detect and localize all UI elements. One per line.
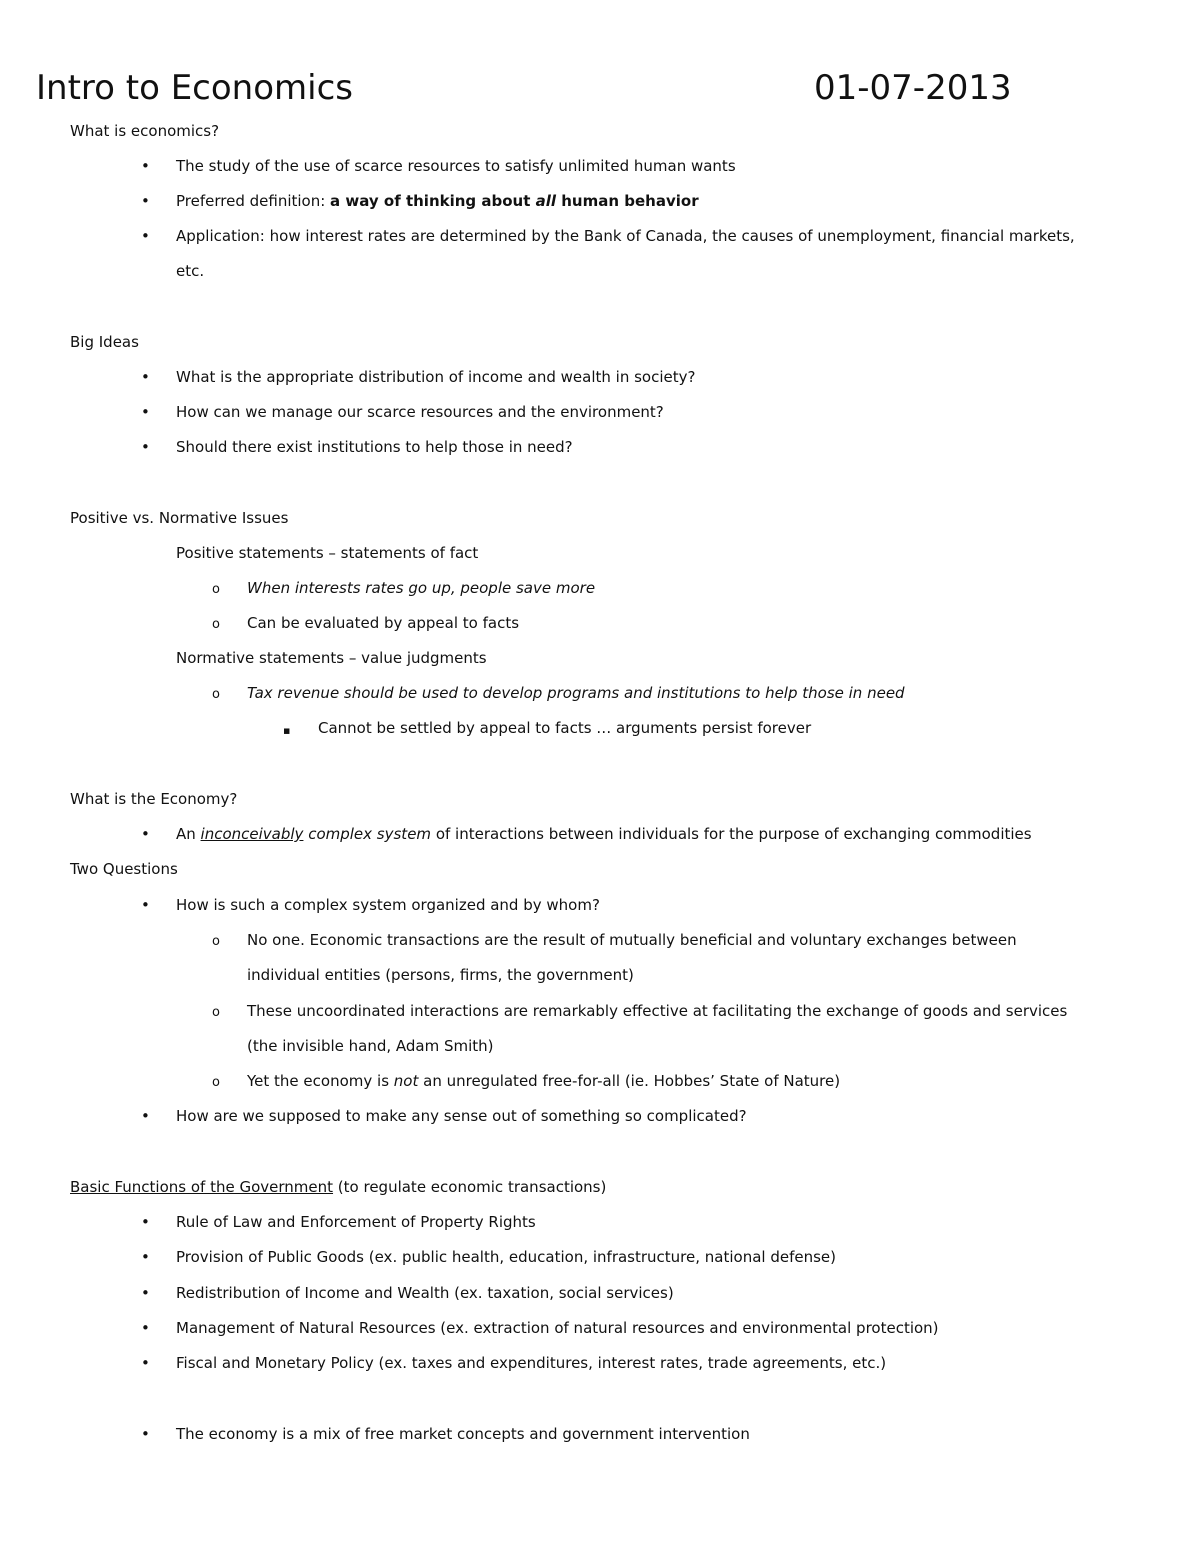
bullet-icon: • bbox=[141, 157, 150, 175]
economy-italic: complex system bbox=[303, 825, 432, 843]
page-title: Intro to Economics bbox=[36, 68, 353, 108]
circle-bullet-icon: o bbox=[212, 934, 220, 949]
question-1: How is such a complex system organized and by whom? bbox=[176, 896, 600, 914]
closing-statement: The economy is a mix of free market concepts and government intervention bbox=[176, 1425, 750, 1443]
section-heading-two-questions: Two Questions bbox=[70, 860, 178, 878]
answer-c-italic: not bbox=[393, 1072, 419, 1090]
list-item: How can we manage our scarce resources and the environment? bbox=[176, 403, 664, 421]
section-heading-big-ideas: Big Ideas bbox=[70, 333, 139, 351]
bullet-icon: • bbox=[141, 1107, 150, 1125]
bullet-icon: • bbox=[141, 438, 150, 456]
list-item: Fiscal and Monetary Policy (ex. taxes and expenditures, interest rates, trade agreements, etc.) bbox=[176, 1354, 887, 1372]
list-item: Redistribution of Income and Wealth (ex. taxation, social services) bbox=[176, 1284, 674, 1302]
normative-statements-label: Normative statements – value judgments bbox=[176, 649, 487, 667]
circle-bullet-icon: o bbox=[212, 582, 220, 597]
list-item-continuation: etc. bbox=[176, 262, 205, 280]
circle-bullet-icon: o bbox=[212, 687, 220, 702]
bullet-icon: • bbox=[141, 1248, 150, 1266]
positive-example: When interests rates go up, people save more bbox=[247, 579, 596, 597]
square-bullet-icon: ▪ bbox=[283, 724, 291, 737]
list-item: Application: how interest rates are determined by the Bank of Canada, the causes of unemployment, financial markets, bbox=[176, 227, 1075, 245]
answer-b-continuation: (the invisible hand, Adam Smith) bbox=[247, 1037, 494, 1055]
normative-note: Cannot be settled by appeal to facts … arguments persist forever bbox=[318, 719, 812, 737]
list-item: Provision of Public Goods (ex. public health, education, infrastructure, national defense) bbox=[176, 1248, 836, 1266]
question-2: How are we supposed to make any sense out of something so complicated? bbox=[176, 1107, 747, 1125]
bullet-icon: • bbox=[141, 825, 150, 843]
bullet-icon: • bbox=[141, 1213, 150, 1231]
economy-prefix: An bbox=[176, 825, 201, 843]
answer-c bbox=[247, 1071, 840, 1091]
normative-example: Tax revenue should be used to develop programs and institutions to help those in need bbox=[247, 684, 905, 702]
bullet-icon: • bbox=[141, 1354, 150, 1372]
page-date: 01-07-2013 bbox=[814, 68, 1012, 108]
section-heading-government bbox=[70, 1177, 606, 1197]
definition-prefix: Preferred definition: bbox=[176, 192, 331, 210]
list-item: The study of the use of scarce resources to satisfy unlimited human wants bbox=[176, 157, 736, 175]
economy-rest: of interactions between individuals for the purpose of exchanging commodities bbox=[431, 825, 1032, 843]
bullet-icon: • bbox=[141, 227, 150, 245]
list-item-economy bbox=[176, 824, 1032, 844]
answer-c-rest: an unregulated free-for-all (ie. Hobbes’ State of Nature) bbox=[418, 1072, 841, 1090]
government-heading-underlined: Basic Functions of the Government bbox=[70, 1178, 334, 1196]
answer-a-continuation: individual entities (persons, firms, the government) bbox=[247, 966, 634, 984]
section-heading-economy: What is the Economy? bbox=[70, 790, 238, 808]
government-heading-rest: (to regulate economic transactions) bbox=[333, 1178, 607, 1196]
definition-bold-b: human behavior bbox=[556, 192, 699, 210]
section-heading-economics: What is economics? bbox=[70, 122, 220, 140]
bullet-icon: • bbox=[141, 403, 150, 421]
list-item: Rule of Law and Enforcement of Property Rights bbox=[176, 1213, 536, 1231]
economy-underlined: inconceivably bbox=[200, 825, 304, 843]
bullet-icon: • bbox=[141, 896, 150, 914]
answer-c-prefix: Yet the economy is bbox=[247, 1072, 394, 1090]
list-item: What is the appropriate distribution of income and wealth in society? bbox=[176, 368, 696, 386]
list-item: Should there exist institutions to help those in need? bbox=[176, 438, 573, 456]
bullet-icon: • bbox=[141, 1319, 150, 1337]
list-item-definition bbox=[176, 191, 699, 211]
section-heading-positive-normative: Positive vs. Normative Issues bbox=[70, 509, 289, 527]
positive-note: Can be evaluated by appeal to facts bbox=[247, 614, 520, 632]
bullet-icon: • bbox=[141, 1425, 150, 1443]
positive-statements-label: Positive statements – statements of fact bbox=[176, 544, 479, 562]
bullet-icon: • bbox=[141, 1284, 150, 1302]
list-item: Management of Natural Resources (ex. extraction of natural resources and environmental protection) bbox=[176, 1319, 939, 1337]
circle-bullet-icon: o bbox=[212, 617, 220, 632]
definition-bold-italic: all bbox=[535, 192, 557, 210]
answer-b: These uncoordinated interactions are remarkably effective at facilitating the exchange of goods and services bbox=[247, 1002, 1068, 1020]
definition-bold-a: a way of thinking about bbox=[330, 192, 536, 210]
bullet-icon: • bbox=[141, 368, 150, 386]
bullet-icon: • bbox=[141, 192, 150, 210]
circle-bullet-icon: o bbox=[212, 1075, 220, 1090]
answer-a: No one. Economic transactions are the result of mutually beneficial and voluntary exchanges between bbox=[247, 931, 1017, 949]
circle-bullet-icon: o bbox=[212, 1005, 220, 1020]
